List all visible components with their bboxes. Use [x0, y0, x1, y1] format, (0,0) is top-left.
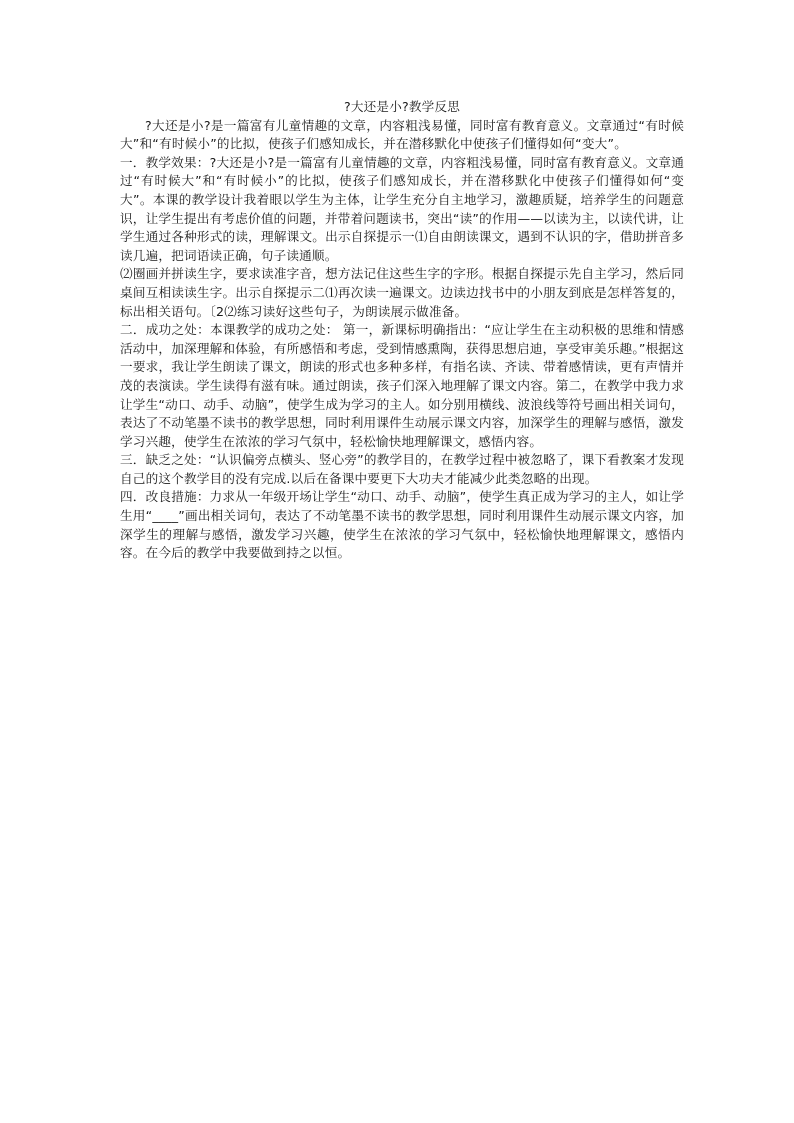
- document-title: ?大还是小?教学反思: [343, 99, 461, 114]
- document-page: [120, 98, 684, 563]
- section-teaching-effect: 一．教学效果：?大还是小?是一篇富有儿童情趣的文章，内容粗浅易懂，同时富有教育意义。文章通过“有时候大”和“有时候小”的比拟，使孩子们感知成长，并在潜移默化中使孩子们懂得如何“变大”。本课的教学设计我着眼以学生为主体，让学生充分自主地学习，激趣质疑，培养学生的问题意识，让学生提出有考虑价值的问题，并带着问题读书，突出“读”的作用——以读为主，以读代讲，让学生通过各种形式的读，理解课文。出示自探提示一⑴自由朗读课文，遇到不认识的字，借助拼音多读几遍，把词语读正确，句子读通顺。: [120, 154, 684, 263]
- section-improvements: 四．改良措施：力求从一年级开场让学生“动口、动手、动脑”，使学生真正成为学习的主人，如让学生用“____”画出相关词句，表达了不动笔墨不读书的教学思想，同时利用课件生动展示课文内容，加深学生的理解与感悟，激发学习兴趣，使学生在浓浓的学习气氛中，轻松愉快地理解课文，感悟内容。在今后的教学中我要做到持之以恒。: [120, 489, 684, 561]
- section-shortcomings: 三．缺乏之处：“认识偏旁点横头、竖心旁”的教学目的，在教学过程中被忽略了，课下看教案才发现自己的这个教学目的没有完成.以后在备课中要更下大功夫才能减少此类忽略的出现。: [120, 452, 684, 486]
- section-teaching-effect-continued: ⑵圈画并拼读生字，要求读准字音，想方法记住这些生字的字形。根据自探提示先自主学习，然后同桌间互相读读生字。出示自探提示二⑴再次读一遍课文。边读边找书中的小朋友到底是怎样答复的，标出相关语句。〔2⑵练习读好这些句子，为朗读展示做准备。: [120, 266, 684, 319]
- intro-paragraph: ?大还是小?是一篇富有儿童情趣的文章，内容粗浅易懂，同时富有教育意义。文章通过“有时候大”和“有时候小”的比拟，使孩子们感知成长，并在潜移默化中使孩子们懂得如何“变大”。: [120, 117, 684, 152]
- section-successes: 二．成功之处：本课教学的成功之处： 第一，新课标明确指出：“应让学生在主动积极的思维和情感活动中，加深理解和体验，有所感悟和考虑，受到情感熏陶，获得思想启迪，享受审美乐趣。”根据这一要求，我让学生朗读了课文，朗读的形式也多种多样，有指名读、齐读、带着感情读，更有声情并茂的表演读。学生读得有滋有味。通过朗读，孩子们深入地理解了课文内容。第二，在教学中我力求让学生“动口、动手、动脑”，使学生成为学习的主人。如分别用横线、波浪线等符号画出相关词句，表达了不动笔墨不读书的教学思想，同时利用课件生动展示课文内容，加深学生的理解与感悟，激发学习兴趣，使学生在浓浓的学习气氛中，轻松愉快地理解课文，感悟内容。: [120, 322, 684, 449]
